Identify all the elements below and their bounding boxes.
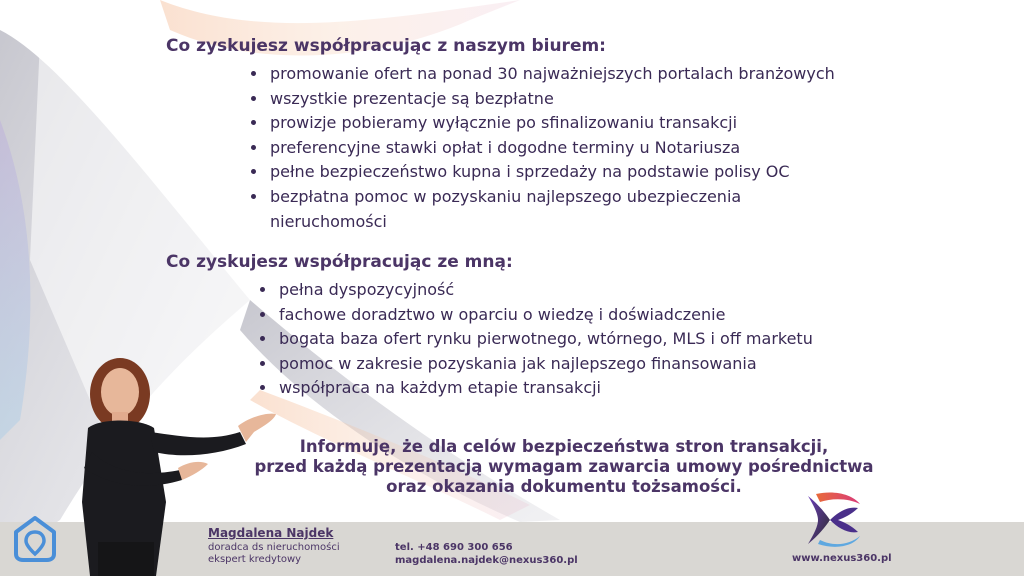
list-item: • wszystkie prezentacje są bezpłatne	[268, 87, 888, 112]
notice-line: oraz okazania dokumentu tożsamości.	[386, 477, 742, 496]
list-item: • współpraca na każdym etapie transakcji	[277, 376, 877, 401]
section2-list	[259, 278, 877, 401]
list-item: • fachowe doradztwo w oparciu o wiedzę i doświadczenie	[277, 303, 877, 328]
list-item: • bogata baza ofert rynku pierwotnego, wtórnego, MLS i off marketu	[277, 327, 877, 352]
notice-line: przed każdą prezentacją wymagam zawarcia umowy pośrednictwa	[254, 457, 874, 476]
nexus-logo-icon	[800, 490, 866, 550]
agent-role: doradca ds nieruchomości	[208, 542, 340, 553]
notice-line: Informuję, że dla celów bezpieczeństwa stron transakcji,	[299, 437, 829, 456]
section2-heading: Co zyskujesz współpracując ze mną:	[166, 252, 513, 272]
agent-role-secondary: ekspert kredytowy	[208, 554, 302, 565]
list-item: • preferencyjne stawki opłat i dogodne terminy u Notariusza	[268, 136, 888, 161]
list-item: • pomoc w zakresie pozyskania jak najlepszego finansowania	[277, 352, 877, 377]
phone-number: tel. +48 690 300 656	[395, 542, 513, 553]
list-item: • pełna dyspozycyjność	[277, 278, 877, 303]
email-address: magdalena.najdek@nexus360.pl	[395, 555, 578, 566]
agent-name: Magdalena Najdek	[208, 526, 334, 540]
list-item: • prowizje pobieramy wyłącznie po sfinalizowaniu transakcji	[268, 111, 888, 136]
website-link[interactable]: www.nexus360.pl	[792, 553, 892, 564]
list-item: • bezpłatna pomoc w pozyskaniu najlepszego ubezpieczenia nieruchomości	[268, 185, 790, 234]
home-pin-icon	[12, 514, 58, 564]
list-item: • pełne bezpieczeństwo kupna i sprzedaży na podstawie polisy OC	[268, 160, 888, 185]
security-notice	[230, 437, 898, 497]
section1-heading: Co zyskujesz współpracując z naszym biurem:	[166, 36, 606, 56]
list-item: • promowanie ofert na ponad 30 najważniejszych portalach branżowych	[268, 62, 888, 87]
section1-list	[250, 62, 888, 234]
